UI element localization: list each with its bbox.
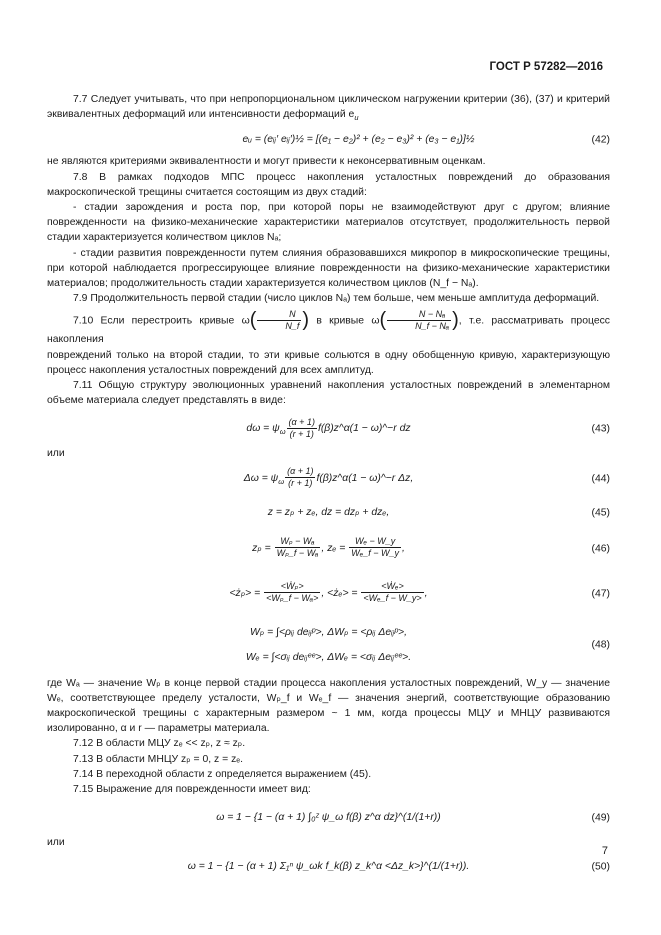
equation-47-formula: <żₚ> = $\frac{\text{<Ẇₚ>}}{\text{<Wₚ\_f − Wₐ>}}$ , <żₑ> = $\frac{\text{<Ẇₑ>}}{\text{<Wₑ\_f − W\_y>}}$ , [229, 581, 428, 604]
equation-44-number: (44) [591, 473, 610, 485]
paragraph-7-9: 7.9 Продолжительность первой стадии (число циклов Nₐ) тем больше, чем меньше амплитуда деформаций. [73, 293, 600, 305]
equation-49 [47, 801, 610, 835]
equation-47 [47, 572, 610, 616]
equation-48-line-1: Wₚ = ∫<ρᵢⱼ deᵢⱼᵖ>, ΔWₚ = <ρᵢⱼ Δeᵢⱼᵖ>, [250, 626, 407, 638]
paragraph-7-8: 7.8 В рамках подходов МПС процесс накопления усталостных повреждений до образования макроскопической трещины считается состоящим из двух стадий: [47, 171, 610, 198]
equation-48 [47, 620, 610, 670]
equation-43-formula: $d\omega = \psi_\omega$ $\frac{(\alpha + 1)}{(r + 1)}$ f(β)z^α(1 − ω)^−r dz [246, 417, 411, 440]
equation-43 [47, 412, 610, 446]
equation-50-number: (50) [591, 861, 610, 873]
equation-47-number: (47) [591, 588, 610, 600]
equation-49-number: (49) [591, 812, 610, 824]
paragraph-7-8-item-2: - стадии развития поврежденности путем слияния образовавшихся микропор в микроскопические трещины, при которой наблюдается прогрессирующее влияние поврежденности на физико-механические характеристики материалов; продолжительность стадии характеризуется количеством циклов (N_f − Nₐ). [47, 247, 610, 290]
equation-45-formula: z = zₚ + zₑ, dz = dzₚ + dzₑ, [267, 506, 390, 518]
equation-46-number: (46) [591, 543, 610, 555]
page-number: 7 [601, 845, 608, 857]
equation-42 [47, 126, 610, 154]
paragraph-7-7: 7.7 Следует учитывать, что при непропорциональном циклическом нагружении критерии (36), (37) и критерий эквивалентных деформаций или интенсивности деформаций $e_u$ [47, 94, 610, 123]
paragraph-7-15: 7.15 Выражение для поврежденности имеет вид: [73, 784, 311, 796]
paragraph-7-7-end: не являются критериями эквивалентности и могут привести к неконсервативным оценкам. [47, 156, 486, 168]
paragraph-7-11: 7.11 Общую структуру эволюционных уравнений накопления усталостных повреждений в элементарном объеме материала следует представлять в виде: [47, 380, 610, 407]
paragraph-7-10-cont: повреждений только на второй стадии, то эти кривые сольются в одну обобщенную кривую, характеризующую процесс накопления усталостных повреждений для всех амплитуд. [47, 349, 610, 376]
equation-46-formula: zₚ = $\frac{\text{Wₚ − Wₐ}}{\text{Wₚ\_f − Wₐ}}$ , zₑ = $\frac{\text{Wₑ − W\_y}}{\text{Wₑ\_f − W\_y}}$ , [252, 536, 405, 559]
paragraph-7-10: 7.10 Если перестроить кривые ω( $\frac{N}{N\_f}$ ) в кривые ω( $\frac{\text{N − Nₐ}}{\text{N\_f − Nₐ}}$ ), т.е. рассматривать процесс накопления [47, 309, 610, 346]
equation-45 [47, 496, 610, 530]
equation-48-number: (48) [591, 639, 610, 651]
page-body [47, 88, 610, 884]
paragraph-7-13: 7.13 В области МНЦУ zₚ = 0, z = zₑ. [73, 753, 244, 765]
equation-50 [47, 850, 610, 884]
paragraph-7-8-item-1: - стадии зарождения и роста пор, при которой поры не взаимодействуют друг с другом; влияние поврежденности на физико-механические характеристики материалов отсутствует, продолжительность первой стадии характеризуется количеством циклов Nₐ; [47, 202, 610, 244]
equation-42-formula: eᵤ = (eᵢⱼ′ eᵢⱼ′)½ = [(e₁ − e₂)² + (e₂ − e₃)² + (e₃ − e₁)]½ [242, 134, 475, 146]
paragraph-where: где Wₐ — значение Wₚ в конце первой стадии процесса накопления усталостных повреждений, W_y — значение Wₑ, соответствующее пределу усталости, Wₚ_f и Wₑ_f — значения энергий, соответствующие образованию макроскопической трещины с характерным размером ~ 1 мм, когда процессы МЦУ и МНЦУ развиваются изолированно, α и r — параметры материала. [47, 677, 610, 735]
equation-50-formula: ω = 1 − {1 − (α + 1) Σ₁ⁿ ψ_ωk f_k(β) z_k^α <Δz_k>}^(1/(1+r)). [187, 861, 470, 873]
or-text-1: или [47, 448, 65, 460]
equation-49-formula: ω = 1 − {1 − (α + 1) ∫₀ᶻ ψ_ω f(β) z^α dz}^(1/(1+r)) [216, 812, 441, 824]
equation-45-number: (45) [591, 507, 610, 519]
equation-42-number: (42) [591, 134, 610, 146]
or-text-2: или [47, 837, 65, 849]
paragraph-7-12: 7.12 В области МЦУ zₑ << zₚ, z ≈ zₚ. [73, 738, 246, 750]
paragraph-7-14: 7.14 В переходной области z определяется выражением (45). [73, 768, 372, 780]
equation-46 [47, 530, 610, 568]
equation-48-line-2: Wₑ = ∫<σᵢⱼ deᵢⱼᵉᵉ>, ΔWₑ = <σᵢⱼ Δeᵢⱼᵉᵉ>. [245, 651, 412, 663]
equation-43-number: (43) [591, 423, 610, 435]
document-header: ГОСТ Р 57282—2016 [489, 61, 603, 73]
equation-44 [47, 462, 610, 496]
equation-44-formula: $\Delta\omega = \psi_\omega$ $\frac{(\alpha + 1)}{(r + 1)}$ f(β)z^α(1 − ω)^−r Δz, [243, 466, 414, 489]
